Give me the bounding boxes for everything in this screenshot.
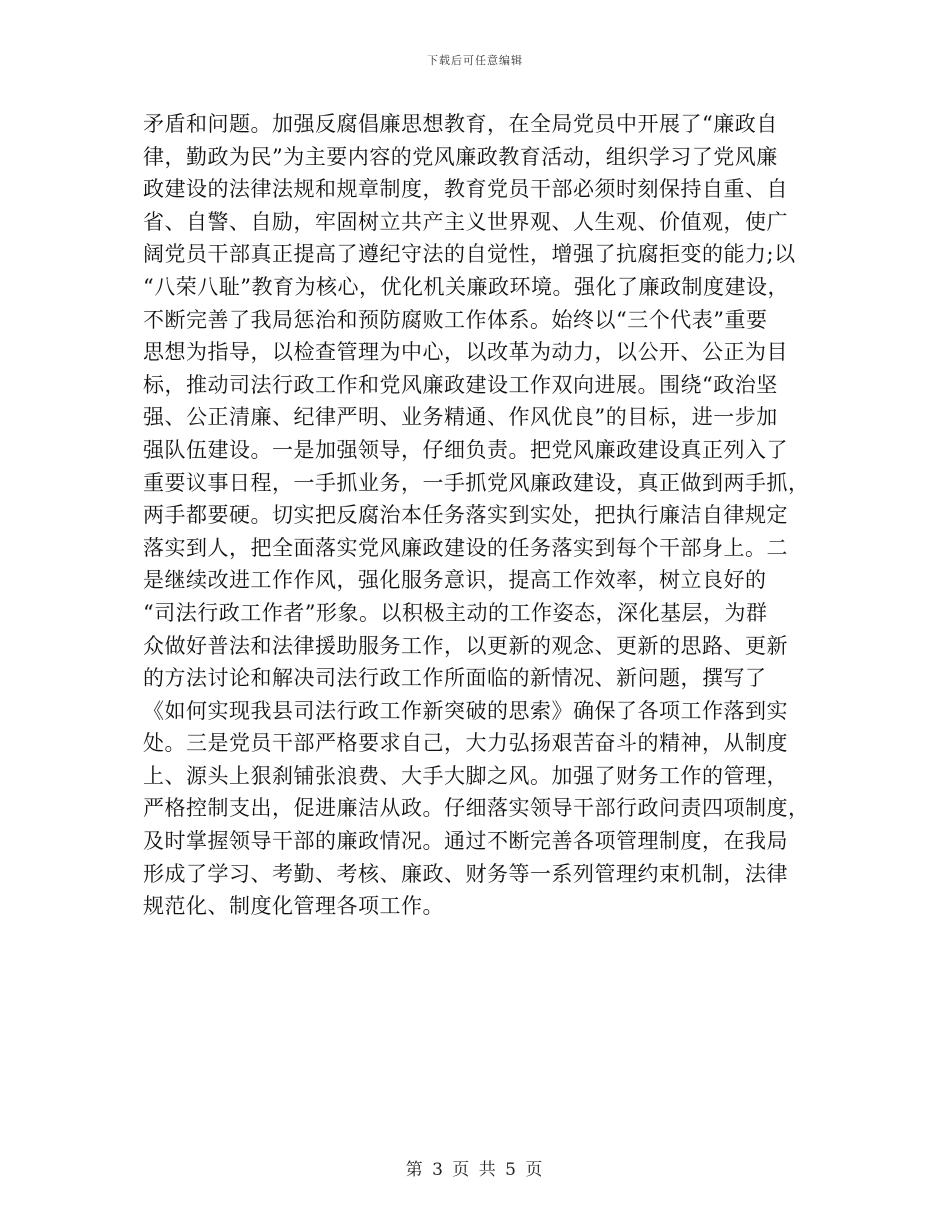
paragraph-line: “八荣八耻”教育为核心，优化机关廉政环境。强化了廉政制度建设， — [143, 274, 789, 299]
paragraph-line: 两手都要硬。切实把反腐治本任务落实到实处，把执行廉洁自律规定 — [143, 503, 788, 528]
paragraph-line: 《如何实现我县司法行政工作新突破的思索》确保了各项工作落到实 — [143, 698, 788, 723]
paragraph-line: 律，勤政为民”为主要内容的党风廉政教育活动，组织学习了党风廉 — [143, 144, 778, 169]
paragraph-line: 标，推动司法行政工作和党风廉政建设工作双向进展。围绕“政治坚 — [143, 372, 778, 397]
paragraph-line: “司法行政工作者”形象。以积极主动的工作姿态，深化基层，为群 — [143, 600, 768, 625]
body-paragraph — [143, 108, 813, 923]
paragraph-line: 落实到人，把全面落实党风廉政建设的任务落实到每个干部身上。二 — [143, 535, 788, 560]
header-note: 下载后可任意编辑 — [427, 54, 523, 67]
paragraph-line: 是继续改进工作作风，强化服务意识，提高工作效率，树立良好的 — [143, 568, 767, 593]
paragraph-line: 不断完善了我局惩治和预防腐败工作体系。始终以“三个代表”重要 — [143, 307, 768, 332]
paragraph-line: 矛盾和问题。加强反腐倡廉思想教育，在全局党员中开展了“廉政自 — [143, 112, 778, 136]
paragraph-line: 众做好普法和法律援助服务工作，以更新的观念、更新的思路、更新 — [143, 633, 788, 658]
paragraph-line: 形成了学习、考勤、考核、廉政、财务等一系列管理约束机制，法律 — [143, 861, 788, 886]
paragraph-line: 思想为指导，以检查管理为中心，以改革为动力，以公开、公正为目 — [143, 340, 788, 365]
paragraph-line: 强、公正清廉、纪律严明、业务精通、作风优良”的目标，进一步加 — [143, 405, 778, 430]
paragraph-line: 重要议事日程，一手抓业务，一手抓党风廉政建设，真正做到两手抓， — [143, 470, 810, 495]
paragraph-line: 严格控制支出，促进廉洁从政。仔细落实领导干部行政问责四项制度， — [143, 796, 810, 821]
paragraph-line: 的方法讨论和解决司法行政工作所面临的新情况、新问题，撰写了 — [143, 666, 767, 691]
paragraph-line: 强队伍建设。一是加强领导，仔细负责。把党风廉政建设真正列入了 — [143, 437, 788, 462]
paragraph-line: 规范化、制度化管理各项工作。 — [143, 894, 444, 919]
page-number-footer: 第 3 页 共 5 页 — [405, 1160, 545, 1180]
paragraph-line: 上、源头上狠刹铺张浪费、大手大脚之风。加强了财务工作的管理， — [143, 763, 788, 788]
paragraph-line: 省、自警、自励，牢固树立共产主义世界观、人生观、价值观，使广 — [143, 209, 788, 234]
paragraph-line: 政建设的法律法规和规章制度，教育党员干部必须时刻保持自重、自 — [143, 177, 788, 202]
paragraph-line: 阔党员干部真正提高了遵纪守法的自觉性，增强了抗腐拒变的能力;以 — [143, 242, 796, 267]
paragraph-line: 处。三是党员干部严格要求自己，大力弘扬艰苦奋斗的精神，从制度 — [143, 731, 788, 756]
paragraph-line: 及时掌握领导干部的廉政情况。通过不断完善各项管理制度，在我局 — [143, 829, 788, 854]
